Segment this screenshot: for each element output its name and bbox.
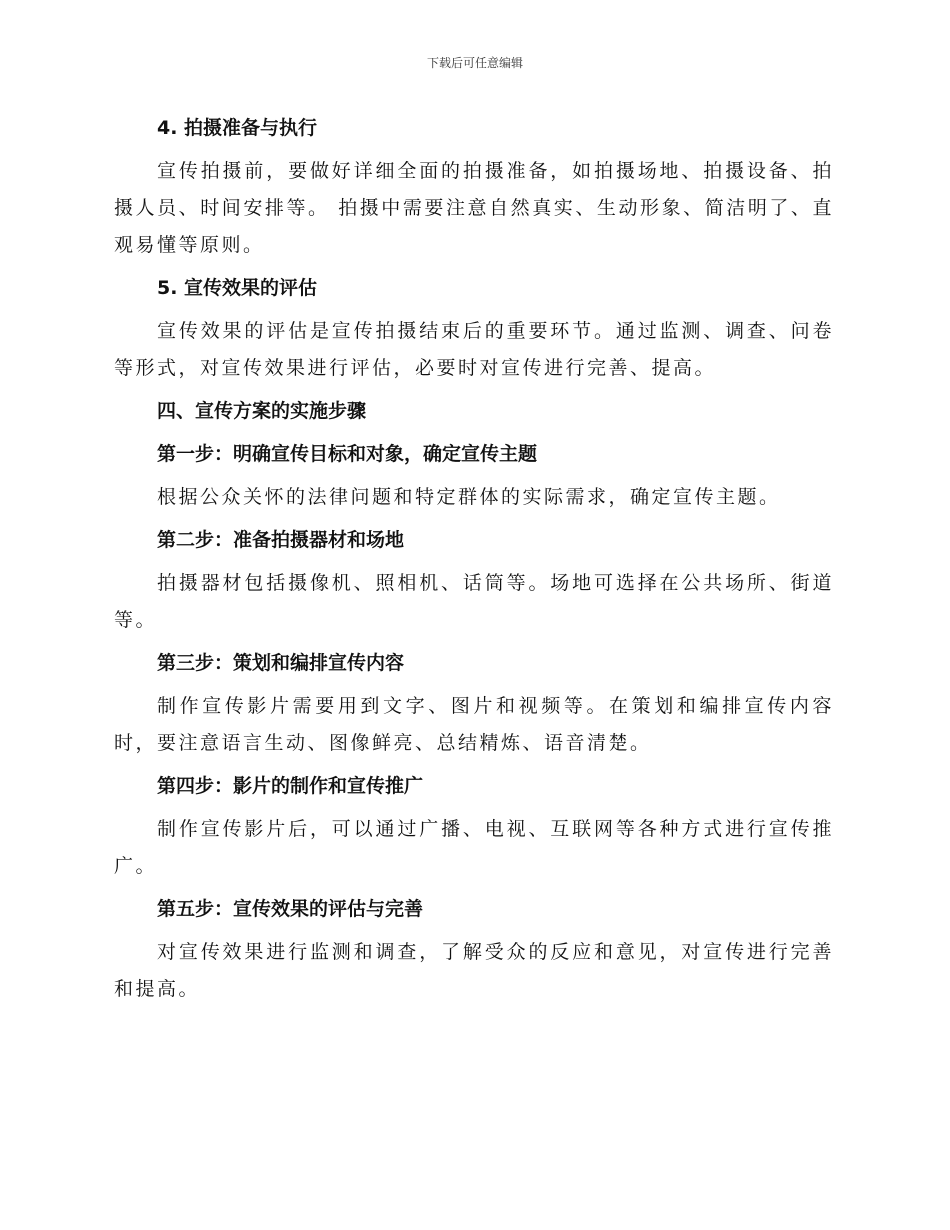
paragraph: 根据公众关怀的法律问题和特定群体的实际需求，确定宣传主题。 — [157, 486, 781, 508]
step-heading: 第二步：准备拍摄器材和场地 — [157, 529, 405, 551]
step-heading: 第三步：策划和编排宣传内容 — [157, 652, 405, 674]
chapter-heading: 四、宣传方案的实施步骤 — [157, 400, 367, 422]
step-heading: 第四步：影片的制作和宣传推广 — [157, 775, 424, 797]
document-body — [114, 110, 834, 1014]
paragraph: 宣传拍摄前，要做好详细全面的拍摄准备，如拍摄场地、拍摄设备、拍摄人员、时间安排等。 拍摄中需要注意自然真实、生动形象、简洁明了、直观易懂等原则。 — [114, 160, 834, 256]
section-heading: 5. 宣传效果的评估 — [157, 277, 318, 299]
step-heading: 第五步：宣传效果的评估与完善 — [157, 898, 424, 920]
paragraph: 制作宣传影片需要用到文字、图片和视频等。在策划和编排宣传内容时，要注意语言生动、图像鲜亮、总结精炼、语音清楚。 — [114, 695, 834, 754]
paragraph: 拍摄器材包括摄像机、照相机、话筒等。场地可选择在公共场所、街道等。 — [114, 572, 834, 631]
page-header: 下载后可任意编辑 — [426, 56, 523, 70]
paragraph: 制作宣传影片后，可以通过广播、电视、互联网等各种方式进行宣传推广。 — [114, 818, 834, 877]
step-heading: 第一步：明确宣传目标和对象，确定宣传主题 — [157, 443, 538, 465]
paragraph: 宣传效果的评估是宣传拍摄结束后的重要环节。通过监测、调查、问卷等形式，对宣传效果进行评估，必要时对宣传进行完善、提高。 — [114, 320, 834, 379]
paragraph: 对宣传效果进行监测和调查，了解受众的反应和意见，对宣传进行完善和提高。 — [114, 941, 834, 1000]
section-heading: 4. 拍摄准备与执行 — [157, 117, 318, 139]
